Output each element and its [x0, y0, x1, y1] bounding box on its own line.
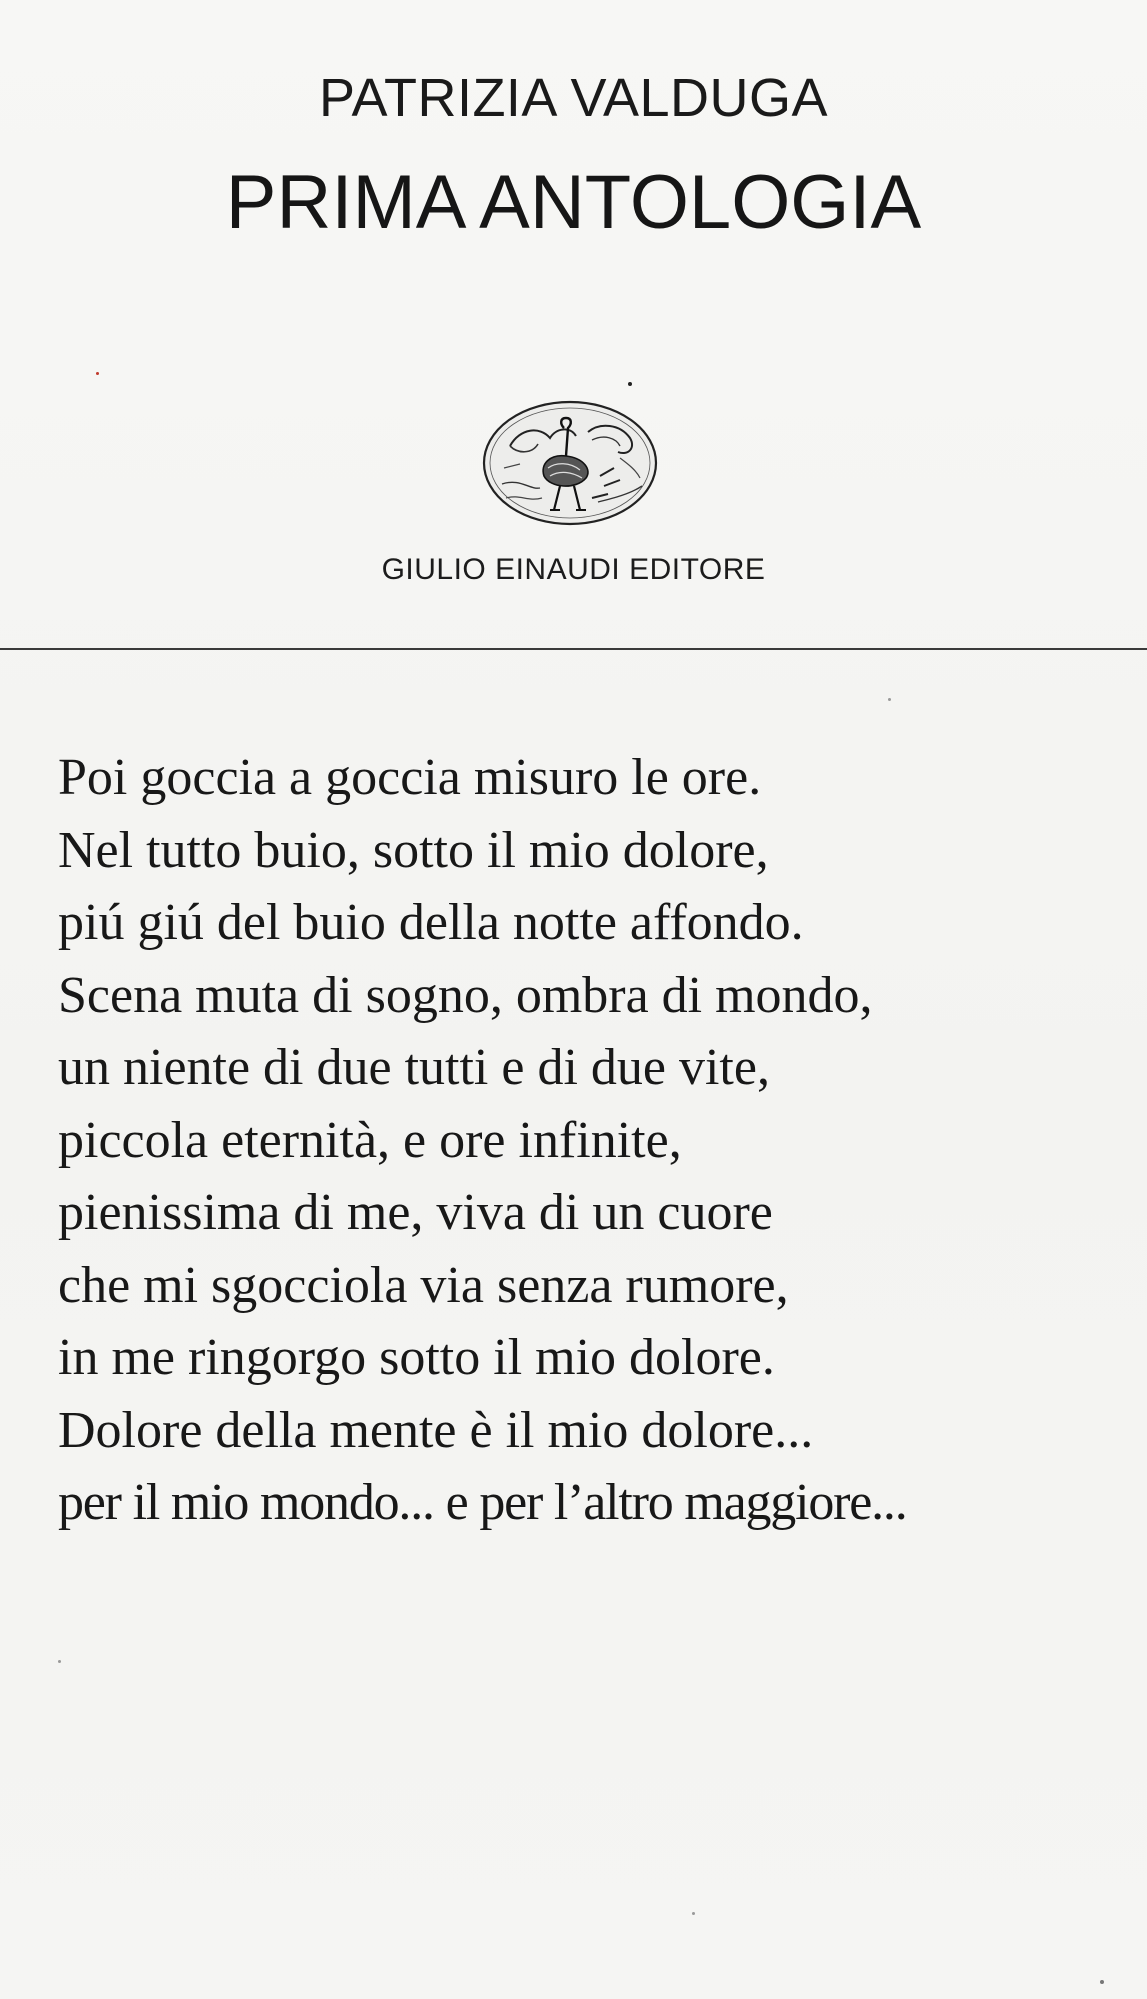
poem-line: Scena muta di sogno, ombra di mondo, [58, 966, 873, 1024]
publisher-name: GIULIO EINAUDI EDITORE [381, 553, 766, 586]
divider-rule [0, 648, 1147, 650]
paper-speck [96, 372, 99, 375]
poem-line: pienissima di me, viva di un cuore [58, 1184, 773, 1241]
poem-line: per il mio mondo... e per l’altro maggiore... [58, 1474, 907, 1531]
poem-line: piccola eternità, e ore infinite, [58, 1111, 682, 1169]
paper-speck [58, 1660, 61, 1663]
poem-line: in me ringorgo sotto il mio dolore. [58, 1329, 775, 1386]
paper-speck [1100, 1980, 1104, 1984]
poem-line: piú giú del buio della notte affondo. [58, 894, 804, 951]
paper-speck [888, 698, 891, 701]
ostrich-emblem-icon [480, 398, 660, 528]
paper-speck [692, 1912, 695, 1915]
author-name: PATRIZIA VALDUGA [318, 68, 829, 128]
poem-line: Nel tutto buio, sotto il mio dolore, [58, 821, 769, 879]
poem-line: Dolore della mente è il mio dolore... [58, 1401, 814, 1459]
poem-line: un niente di due tutti e di due vite, [58, 1039, 770, 1096]
book-title: PRIMA ANTOLOGIA [225, 160, 922, 245]
paper-speck [628, 382, 632, 386]
poem-line: che mi sgocciola via senza rumore, [58, 1256, 789, 1314]
poem-line: Poi goccia a goccia misuro le ore. [58, 749, 762, 806]
poem-excerpt [58, 742, 1118, 1540]
